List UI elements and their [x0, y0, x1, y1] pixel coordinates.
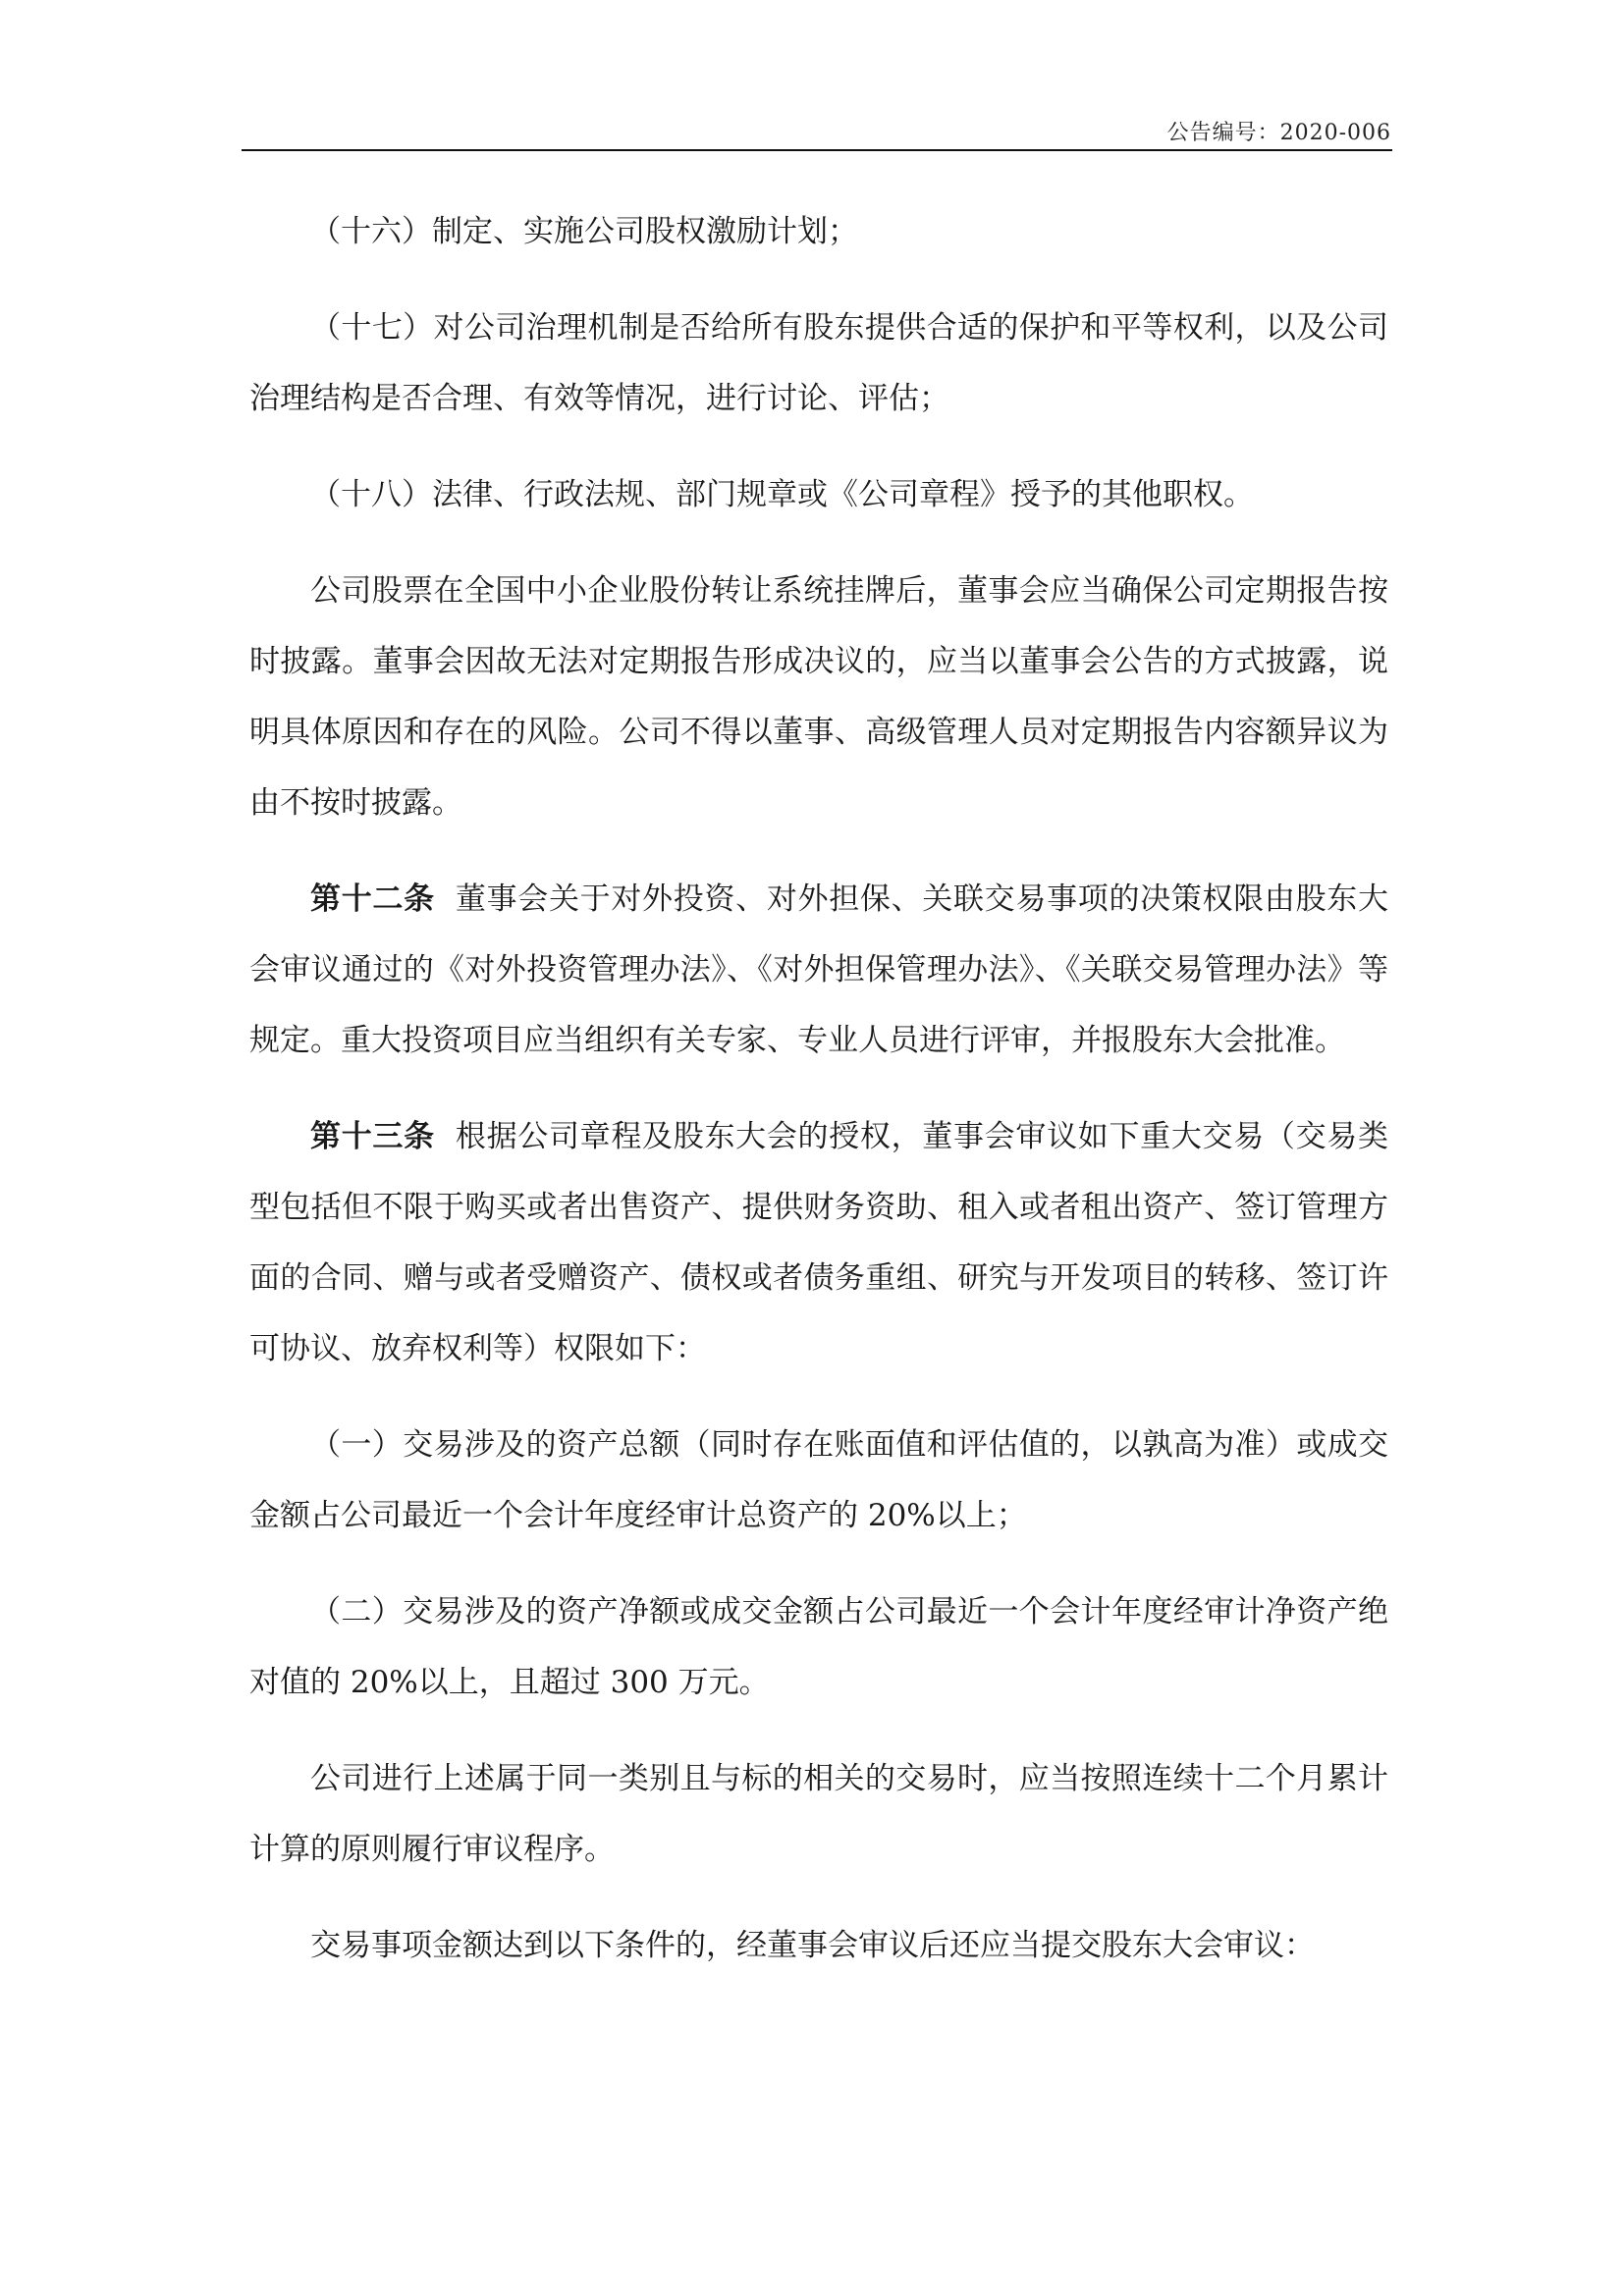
announcement-code: 公告编号：2020-006	[1166, 121, 1391, 145]
document-body	[249, 196, 1388, 2006]
header-divider	[242, 149, 1392, 151]
paragraph-text: 公司进行上述属于同一类别且与标的相关的交易时，应当按照连续十二个月累计计算的原则履行审议程序。	[249, 1761, 1388, 1867]
paragraph-text: （一）交易涉及的资产总额（同时存在账面值和评估值的，以孰高为准）或成交金额占公司最近一个会计年度经审计总资产的 20%以上；	[249, 1427, 1388, 1533]
paragraph-text: 交易事项金额达到以下条件的，经董事会审议后还应当提交股东大会审议：	[310, 1928, 1315, 1963]
paragraph-item-17	[249, 293, 1388, 434]
paragraph-cumulative-rule	[249, 1743, 1388, 1885]
article-heading: 第十三条	[310, 1119, 435, 1154]
paragraph-listing-disclosure	[249, 556, 1388, 838]
article-heading: 第十二条	[310, 881, 435, 917]
paragraph-text: 根据公司章程及股东大会的授权，董事会审议如下重大交易（交易类型包括但不限于购买或者出售资产、提供财务资助、租入或者租出资产、签订管理方面的合同、赠与或者受赠资产、债权或者债务重组、研究与开发项目的转移、签订许可协议、放弃权利等）权限如下：	[249, 1119, 1389, 1366]
paragraph-shareholder-approval	[249, 1910, 1388, 1981]
paragraph-text: 董事会关于对外投资、对外担保、关联交易事项的决策权限由股东大会审议通过的《对外投资管理办法》、《对外担保管理办法》、《关联交易管理办法》等规定。重大投资项目应当组织有关专家、专业人员进行评审，并报股东大会批准。	[249, 881, 1389, 1058]
article-13	[249, 1101, 1388, 1384]
article-12	[249, 864, 1388, 1076]
paragraph-text: （十六）制定、实施公司股权激励计划；	[310, 214, 858, 249]
paragraph-text: （二）交易涉及的资产净额或成交金额占公司最近一个会计年度经审计净资产绝对值的 20%以上，且超过 300 万元。	[249, 1594, 1388, 1700]
paragraph-item-16	[249, 196, 1388, 267]
paragraph-clause-1	[249, 1410, 1388, 1551]
paragraph-text: 公司股票在全国中小企业股份转让系统挂牌后，董事会应当确保公司定期报告按时披露。董事会因故无法对定期报告形成决议的，应当以董事会公告的方式披露，说明具体原因和存在的风险。公司不得以董事、高级管理人员对定期报告内容额异议为由不按时披露。	[249, 573, 1388, 821]
paragraph-item-18	[249, 459, 1388, 530]
paragraph-clause-2	[249, 1576, 1388, 1718]
paragraph-text: （十七）对公司治理机制是否给所有股东提供合适的保护和平等权利，以及公司治理结构是否合理、有效等情况，进行讨论、评估；	[249, 310, 1388, 416]
paragraph-text: （十八）法律、行政法规、部门规章或《公司章程》授予的其他职权。	[310, 477, 1254, 512]
